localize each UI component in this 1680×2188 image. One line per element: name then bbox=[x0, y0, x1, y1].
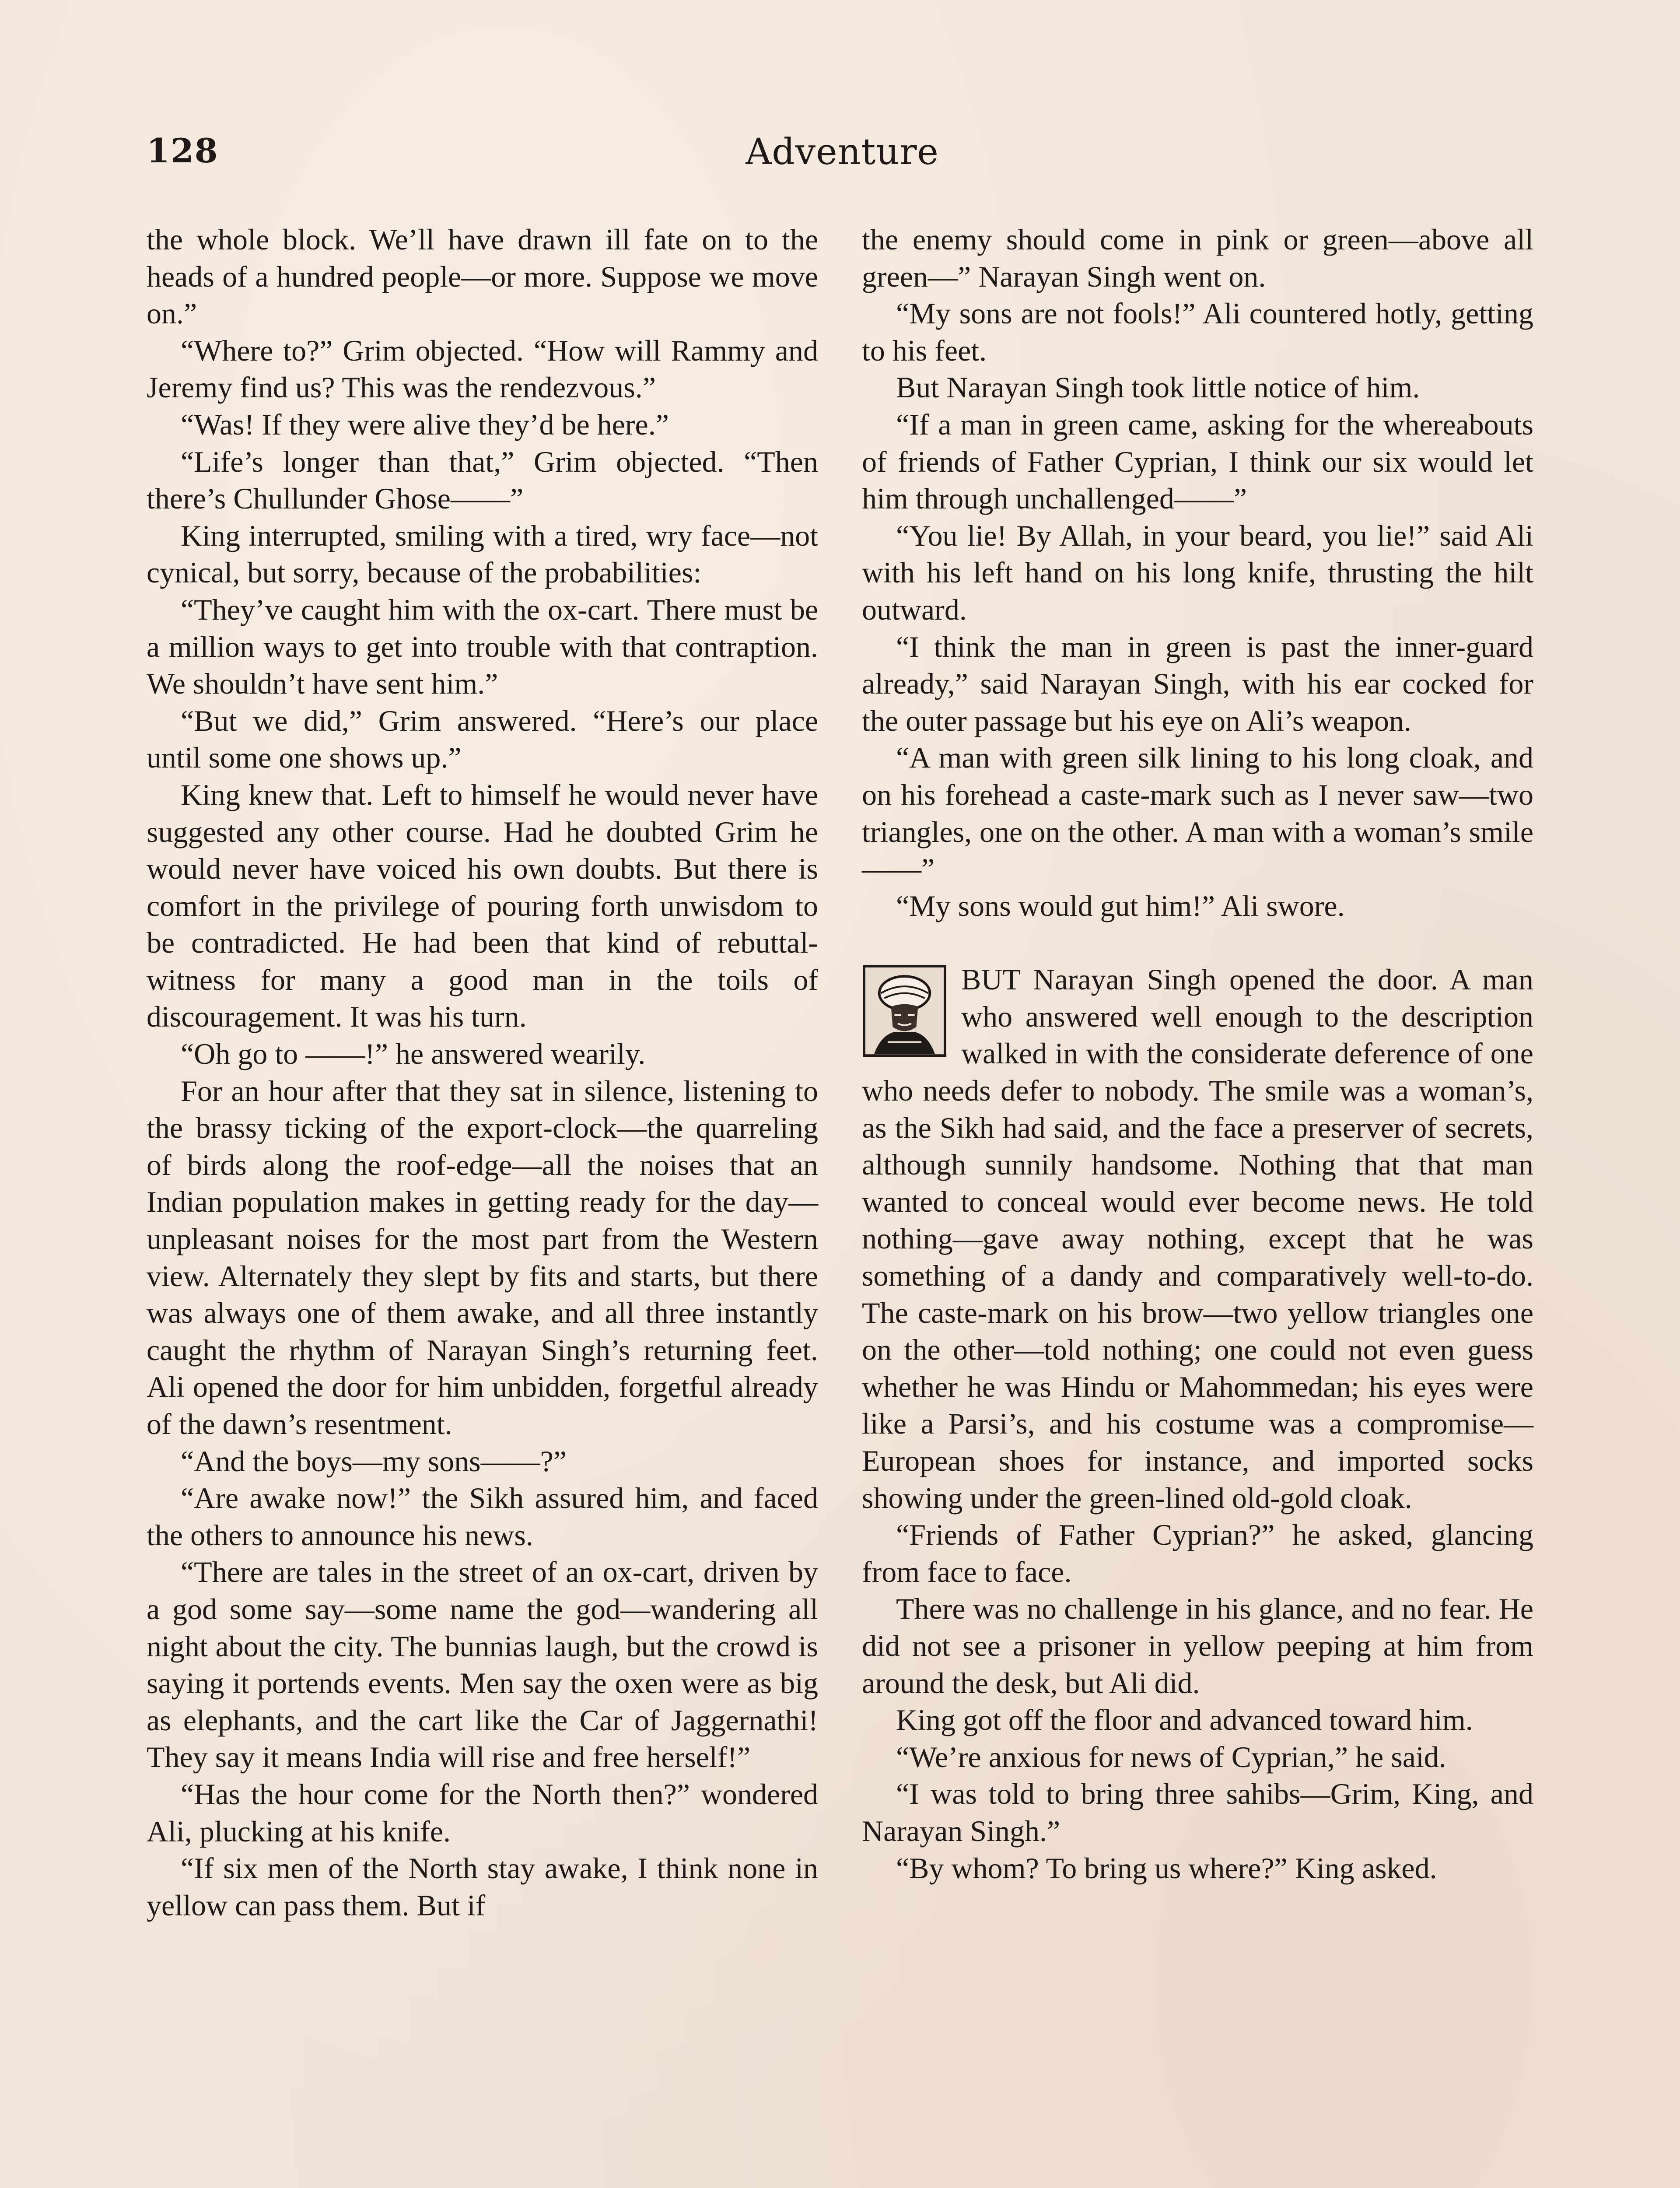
paragraph: “My sons are not fools!” Ali countered hotly, getting to his feet. bbox=[862, 297, 1533, 367]
left-column bbox=[147, 221, 818, 1924]
paragraph: “By whom? To bring us where?” King asked. bbox=[896, 1851, 1437, 1885]
magazine-title: Adventure bbox=[746, 131, 939, 173]
paragraph: King got off the floor and advanced toward him. bbox=[896, 1703, 1473, 1737]
paragraph: “We’re anxious for news of Cyprian,” he said. bbox=[896, 1740, 1446, 1774]
paragraph: King interrupted, smiling with a tired, wry face—not cynical, but sorry, because of the probabilities: bbox=[147, 519, 818, 589]
paragraph: There was no challenge in his glance, and no fear. He did not see a prisoner in yellow peeping at him from around the desk, but Ali did. bbox=[862, 1592, 1533, 1700]
paragraph: “Oh go to ——!” he answered wearily. bbox=[181, 1037, 646, 1071]
paragraph: “There are tales in the street of an ox-cart, driven by a god some say—some name the god—wandering all night about the city. The bunnias laugh, but the crowd is saying it portends events. Men say the oxen were as big as elephants, and the cart like the Car of Jaggernathi! They say it means India will rise and free herself!” bbox=[147, 1555, 818, 1774]
page-number: 128 bbox=[147, 131, 219, 170]
turbaned-figure-icon bbox=[862, 964, 947, 1057]
paragraph: “My sons would gut him!” Ali swore. bbox=[896, 889, 1345, 922]
paragraph: “A man with green silk lining to his long cloak, and on his forehead a caste-mark such as I never saw—two triangles, one on the other. A man with a woman’s smile——” bbox=[862, 741, 1533, 886]
paragraph: But Narayan Singh took little notice of him. bbox=[896, 371, 1420, 404]
paragraph: the whole block. We’ll have drawn ill fate on to the heads of a hundred people—or more. Suppose we move on.” bbox=[147, 223, 818, 330]
paragraph: “Life’s longer than that,” Grim objected. “Then there’s Chullunder Ghose——” bbox=[147, 445, 818, 515]
section-break bbox=[862, 961, 1533, 1516]
paragraph: For an hour after that they sat in silence, listening to the brassy ticking of the export-clock—the quarreling of birds along the roof-edge—all the noises that an Indian population makes in getting ready for the day—unpleasant noises for the most part from the Western view. Alternately they slept by fits and starts, but there was always one of them awake, and all three instantly caught the rhythm of Narayan Singh’s returning feet. Ali opened the door for him unbidden, forgetful already of the dawn’s resentment. bbox=[147, 1074, 818, 1441]
right-column bbox=[862, 221, 1533, 1886]
paragraph: “Friends of Father Cyprian?” he asked, glancing from face to face. bbox=[862, 1518, 1533, 1588]
paragraph: “I think the man in green is past the inner-guard already,” said Narayan Singh, with his ear cocked for the outer passage but his eye on Ali’s weapon. bbox=[862, 630, 1533, 737]
paragraph: “Where to?” Grim objected. “How will Rammy and Jeremy find us? This was the rendezvous.” bbox=[147, 333, 818, 404]
paragraph: BUT Narayan Singh opened the door. A man who answered well enough to the description walked in with the considerate deference of one who needs defer to nobody. The smile was a woman’s, as the Sikh had said, and the face a preserver of secrets, although sunnily handsome. Nothing that that man wanted to conceal would ever become news. He told nothing—gave away nothing, except that he was something of a dandy and comparatively well-to-do. The caste-mark on his brow—two yellow triangles one on the other—told nothing; one could not even guess whether he was Hindu or Mahommedan; his eyes were like a Parsi’s, and his costume was a compromise—European shoes for instance, and imported socks showing under the green-lined old-gold cloak. bbox=[862, 963, 1533, 1515]
paragraph: “Has the hour come for the North then?” wondered Ali, plucking at his knife. bbox=[147, 1777, 818, 1848]
paragraph: King knew that. Left to himself he would never have suggested any other course. Had he doubted Grim he would never have voiced his own doubts. But there is comfort in the privilege of pouring forth unwisdom to be contradicted. He had been that kind of rebuttal-witness for many a good man in the toils of discouragement. It was his turn. bbox=[147, 778, 818, 1034]
paragraph: “Was! If they were alive they’d be here.” bbox=[181, 407, 669, 441]
paragraph: “They’ve caught him with the ox-cart. There must be a million ways to get into trouble with that contraption. We shouldn’t have sent him.” bbox=[147, 593, 818, 701]
paragraph: “But we did,” Grim answered. “Here’s our place until some one shows up.” bbox=[147, 704, 818, 775]
paragraph: “If a man in green came, asking for the whereabouts of friends of Father Cyprian, I think our six would let him through unchallenged——” bbox=[862, 407, 1533, 515]
paragraph: “You lie! By Allah, in your beard, you lie!” said Ali with his left hand on his long knife, thrusting the hilt outward. bbox=[862, 519, 1533, 626]
page-header bbox=[147, 131, 1538, 188]
paragraph: “Are awake now!” the Sikh assured him, and faced the others to announce his news. bbox=[147, 1481, 818, 1552]
paragraph: “And the boys—my sons——?” bbox=[181, 1444, 567, 1478]
paragraph: the enemy should come in pink or green—above all green—” Narayan Singh went on. bbox=[862, 223, 1533, 293]
paragraph: “If six men of the North stay awake, I think none in yellow can pass them. But if bbox=[147, 1851, 818, 1922]
paragraph: “I was told to bring three sahibs—Grim, King, and Narayan Singh.” bbox=[862, 1777, 1533, 1848]
